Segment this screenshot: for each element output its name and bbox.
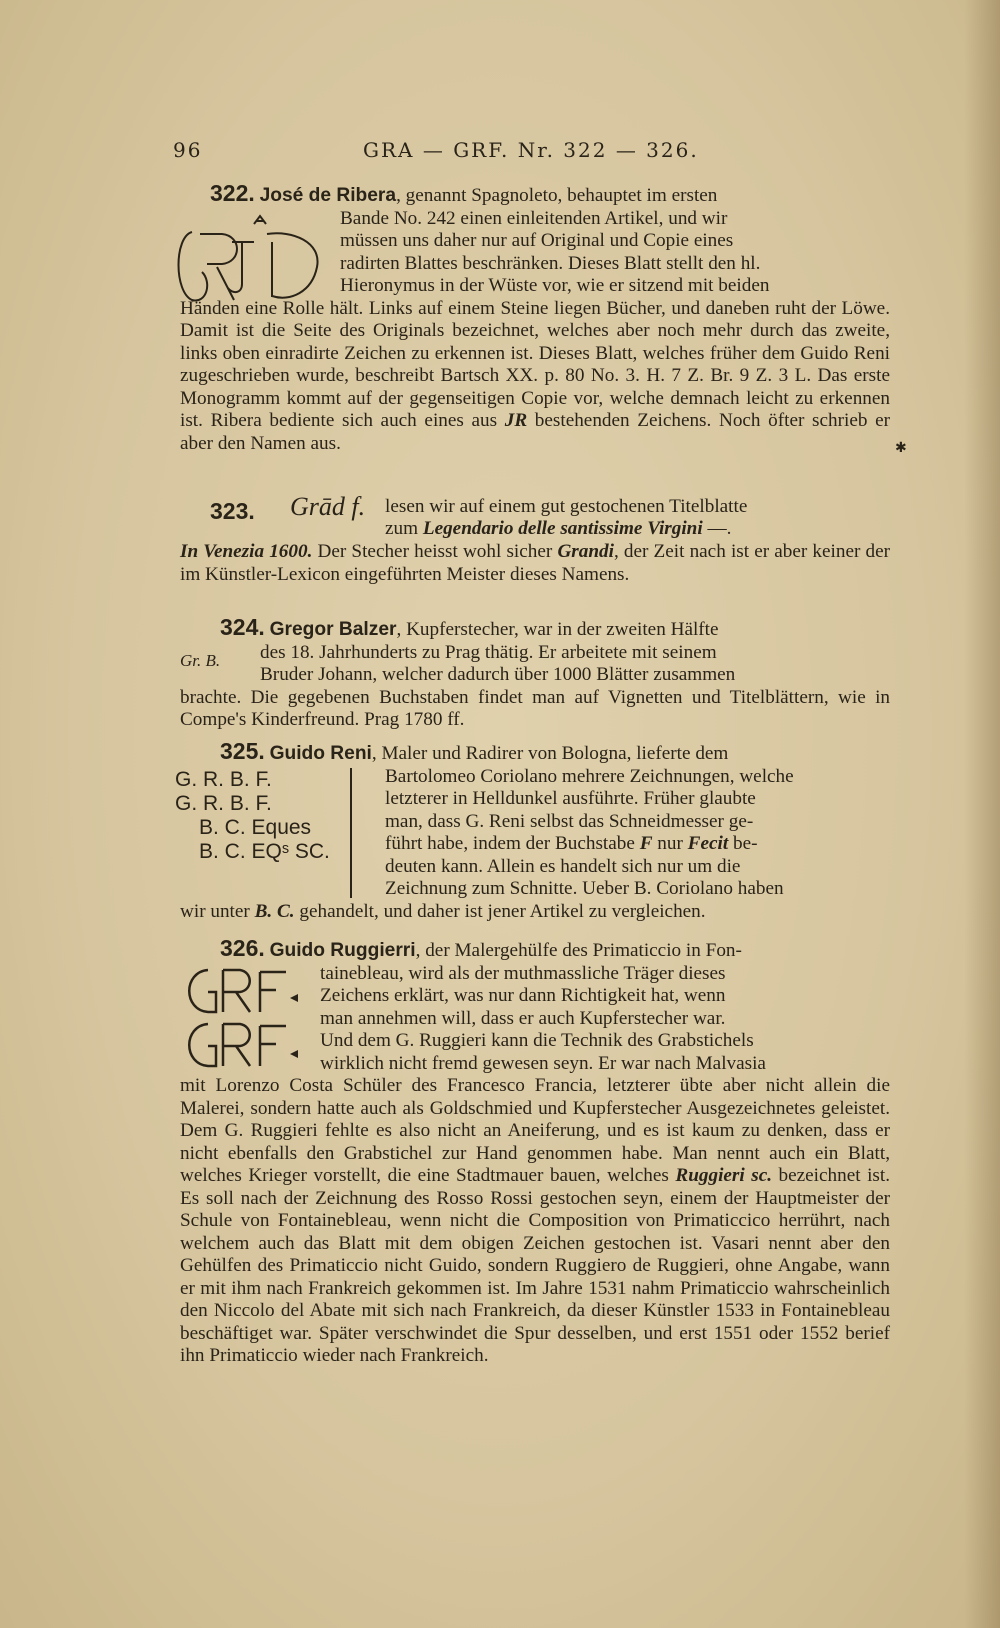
entry-text: lesen wir auf einem gut gestochenen Titelblatte bbox=[385, 496, 748, 517]
entry-text: , der Malergehülfe des Primaticcio in Fon- bbox=[415, 940, 742, 961]
entry-text: brachte. Die gegebenen Buchstaben findet man auf Vignetten und Titelblättern, wie in Compe's Kinderfreund. Prag 1780 ff. bbox=[180, 686, 890, 730]
artist-name: Guido Reni bbox=[269, 743, 372, 764]
bracket bbox=[350, 768, 356, 898]
entry-number: 325. bbox=[220, 738, 265, 764]
entry-text: Bruder Johann, welcher dadurch über 1000 Blätter zusammen bbox=[260, 663, 736, 685]
entry-text: In Venezia 1600. Der Stecher heisst wohl sicher Grandi, der Zeit nach ist er aber keiner der im Künstler-Lexicon eingeführten Meister dieses Namens. bbox=[180, 541, 891, 585]
entry-323 bbox=[180, 492, 891, 586]
entry-text: radirten Blattes beschränken. Dieses Blatt stellt den hl. bbox=[340, 252, 761, 274]
entry-text: zum Legendario delle santissime Virgini —. bbox=[385, 518, 732, 539]
page-number: 96 bbox=[173, 138, 203, 162]
entry-text: müssen uns daher nur auf Original und Copie eines bbox=[340, 230, 734, 251]
signature-mark: Gr. B. bbox=[180, 650, 221, 670]
page-header bbox=[173, 138, 885, 168]
entry-text: Händen eine Rolle hält. Links auf einem Steine liegen Bücher, und daneben ruht der Löwe. Damit ist die Seite des Originals bezeichnet, welches aber noch mehr durch das zweite, links oben einradirte Zeichen zu erkennen ist. Dieses Blatt, welches früher dem Guido Reni zugeschrieben wurde, beschreibt Bartsch XX. p. 80 No. 3. H. 7 Z. Br. 9 Z. 3 L. Das erste Monogramm kommt auf der gegenseitigen Copie vor, welche demnach leicht zu erkennen ist. Ribera bediente sich auch eines aus JR bestehenden Zeichens. Noch öfter schrieb er aber den Namen aus. bbox=[180, 297, 890, 454]
entry-text: wir unter B. C. gehandelt, und daher ist jener Artikel zu vergleichen. bbox=[180, 900, 706, 922]
entry-324 bbox=[180, 616, 890, 732]
artist-name: José de Ribera bbox=[259, 185, 397, 206]
entry-325 bbox=[175, 738, 890, 923]
entry-text: des 18. Jahrhunderts zu Prag thätig. Er arbeitete mit seinem bbox=[260, 641, 717, 663]
entry-text: , genannt Spagnoleto, behauptet im ersten bbox=[396, 185, 718, 206]
entry-text: mit Lorenzo Costa Schüler des Francesco Francia, letzterer übte aber nicht allein die Malerei, sondern hatte auch als Goldschmied und Kupferstecher Ausgezeichnetes geleistet. Dem G. Ruggieri fehlte es also nicht an Aneiferung, und es ist kaum zu denken, dass er nicht ebenfalls den Grabstichel zur Hand genommen habe. Man nennt auch ein Blatt, welches Krieger vorstellt, die eine Stadtmauer bauen, welches Ruggieri sc. bezeichnet ist. Es soll nach der Zeichnung des Rosso Rossi gestochen seyn, einem der Hauptmeister der Schule von Fontainebleau, wenn nicht die Composition von Primaticcico herrührt, nach welchem auch das Blatt mit dem obigen Zeichen gestochen ist. Vasari nennt aber den Gehülfen des Primaticcio nicht Guido, sondern Ruggiero de Ruggieri, ohne Angabe, wann er mit ihm nach Frankreich gekommen ist. Im Jahre 1531 nahm Primaticcio wahrscheinlich den Niccolo del Abate mit sich nach Frankreich, da dieser Künstler 1533 in Fontainebleau beschäftiget war. Später verschwindet die Spur desselben, und erst 1551 oder 1552 berief ihn Primaticcio wieder nach Frankreich. bbox=[180, 1075, 891, 1366]
running-title: GRA — GRF. Nr. 322 — 326. bbox=[363, 138, 699, 162]
entry-322 bbox=[180, 182, 890, 455]
page-edge-shadow bbox=[964, 0, 1000, 1628]
entry-text: Bartolomeo Coriolano mehrere Zeichnungen, welche letzterer in Helldunkel ausführte. Früher glaubte man, dass G. Reni selbst das Schneidmesser ge- führt habe, indem der Buchstabe F nur Fecit be- deuten kann. Allein es handelt sich nur um die Zeichnung zum Schnitte. Ueber B. Coriolano haben bbox=[385, 765, 794, 899]
monogram-list: G. R. B. F. G. R. B. F. B. C. Eques B. C. EQˢ SC. bbox=[175, 767, 330, 863]
entry-number: 322. bbox=[210, 180, 255, 206]
entry-text: Bande No. 242 einen einleitenden Artikel, und wir bbox=[340, 207, 728, 229]
entry-number: 324. bbox=[220, 614, 265, 640]
entry-text: tainebleau, wird als der muthmassliche Träger dieses Zeichens erklärt, was nur dann Richtigkeit hat, wenn man annehmen will, dass er auch Kupferstecher war. Und dem G. Ruggieri kann die Technik des Grabstichels wirklich nicht fremd gewesen seyn. Er war nach Malvasia bbox=[320, 962, 766, 1074]
entry-326 bbox=[180, 937, 890, 1368]
artist-name: Guido Ruggierri bbox=[269, 940, 416, 961]
entry-number: 323. bbox=[210, 498, 255, 524]
artist-name: Gregor Balzer bbox=[269, 619, 397, 640]
margin-marker-icon: ✱ bbox=[895, 440, 907, 456]
entry-text: , Maler und Radirer von Bologna, lieferte dem bbox=[371, 743, 729, 764]
entry-text: Hieronymus in der Wüste vor, wie er sitzend mit beiden bbox=[340, 275, 770, 296]
entry-number: 326. bbox=[220, 935, 265, 961]
signature-mark: Grād f. bbox=[290, 492, 366, 521]
entry-text: , Kupferstecher, war in der zweiten Hälfte bbox=[396, 619, 719, 640]
